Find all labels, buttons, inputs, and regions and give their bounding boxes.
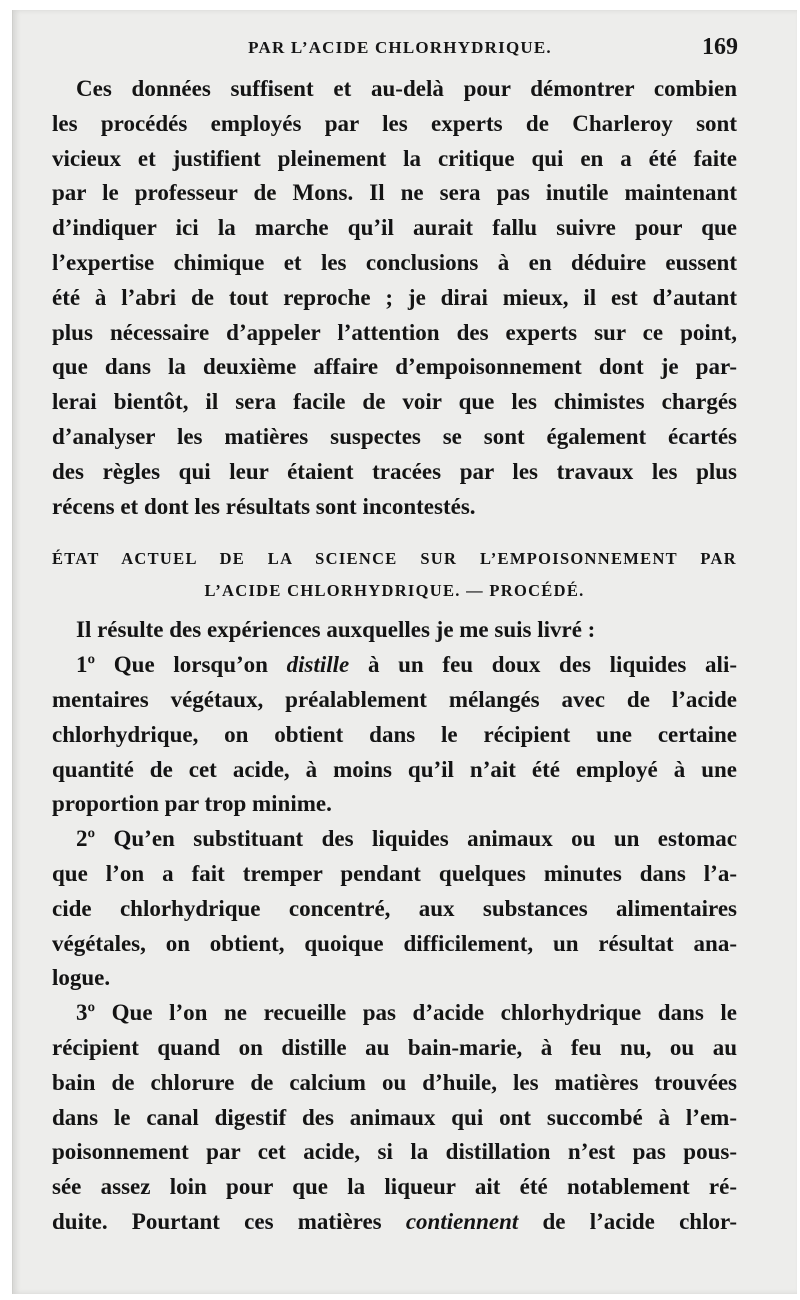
text-line: végétales, on obtient, quoique difficilement, un résultat ana- — [52, 930, 737, 956]
text-run: duite. Pourtant ces matières — [52, 1208, 406, 1234]
text-line: plus nécessaire d’appeler l’attention des experts sur ce point, — [52, 319, 737, 345]
text-line: des règles qui leur étaient tracées par les travaux les plus — [52, 458, 737, 484]
text-line: chlorhydrique, on obtient dans le récipient une certaine — [52, 721, 737, 747]
text-line: vicieux et justifient pleinement la critique qui en a été faite — [52, 145, 737, 171]
section-heading-line-2: L’ACIDE CHLORHYDRIQUE. — PROCÉDÉ. — [204, 581, 585, 601]
text-line: sée assez loin pour que la liqueur ait été notablement ré- — [52, 1174, 737, 1200]
page-header — [0, 34, 800, 68]
text-line: par le professeur de Mons. Il ne sera pas inutile maintenant — [52, 180, 737, 206]
text-line: que dans la deuxième affaire d’empoisonnement dont je par- — [52, 354, 737, 380]
running-title: PAR L’ACIDE CHLORHYDRIQUE. — [248, 38, 552, 57]
text-line: récipient quand on distille au bain-marie, à feu nu, ou au — [52, 1034, 737, 1060]
paragraph-2 — [52, 613, 737, 648]
paragraph-4 — [52, 822, 737, 996]
text-line: les procédés employés par les experts de Charleroy sont — [52, 110, 737, 136]
text-line — [52, 648, 737, 683]
text-line: 2º Qu’en substituant des liquides animaux ou un estomac — [76, 826, 737, 852]
page-body — [52, 72, 737, 1240]
section-heading — [52, 543, 737, 607]
text-line: que l’on a fait tremper pendant quelques minutes dans l’a- — [52, 860, 737, 886]
text-line: Il résulte des expériences auxquelles je me suis livré : — [76, 617, 596, 643]
text-run: 1º Que lorsqu’on — [76, 652, 287, 678]
text-line: 3º Que l’on ne recueille pas d’acide chlorhydrique dans le — [76, 1000, 737, 1026]
text-line: récens et dont les résultats sont incontestés. — [52, 493, 476, 519]
text-run: de l’acide chlor- — [518, 1208, 737, 1234]
text-line — [52, 1205, 737, 1240]
italic-word: distille — [286, 652, 350, 678]
text-line: logue. — [52, 965, 111, 991]
text-line: l’expertise chimique et les conclusions à en déduire eussent — [52, 249, 737, 275]
text-line: d’analyser les matières suspectes se sont également écartés — [52, 423, 737, 449]
section-heading-line-1: ÉTAT ACTUEL DE LA SCIENCE SUR L’EMPOISONNEMENT PAR — [52, 549, 737, 569]
text-line: été à l’abri de tout reproche ; je dirai mieux, il est d’autant — [52, 284, 737, 310]
text-line: cide chlorhydrique concentré, aux substances alimentaires — [52, 895, 737, 921]
text-line: dans le canal digestif des animaux qui ont succombé à l’em- — [52, 1104, 737, 1130]
text-line: mentaires végétaux, préalablement mélangés avec de l’acide — [52, 686, 737, 712]
text-line: d’indiquer ici la marche qu’il aurait fallu suivre pour que — [52, 215, 737, 241]
text-line: Ces données suffisent et au-delà pour démontrer combien — [76, 76, 737, 101]
paragraph-1 — [52, 72, 737, 524]
paragraph-5 — [52, 996, 737, 1240]
text-line: bain de chlorure de calcium ou d’huile, les matières trouvées — [52, 1069, 737, 1095]
text-line: proportion par trop minime. — [52, 791, 332, 817]
text-line: quantité de cet acide, à moins qu’il n’ait été employé à une — [52, 756, 737, 782]
italic-word: contiennent — [405, 1208, 519, 1234]
page-number: 169 — [702, 34, 738, 60]
paragraph-3 — [52, 648, 737, 822]
text-line: poisonnement par cet acide, si la distillation n’est pas pous- — [52, 1139, 737, 1165]
text-run: à un feu doux des liquides ali- — [349, 652, 737, 678]
text-line: lerai bientôt, il sera facile de voir que les chimistes chargés — [52, 389, 737, 415]
